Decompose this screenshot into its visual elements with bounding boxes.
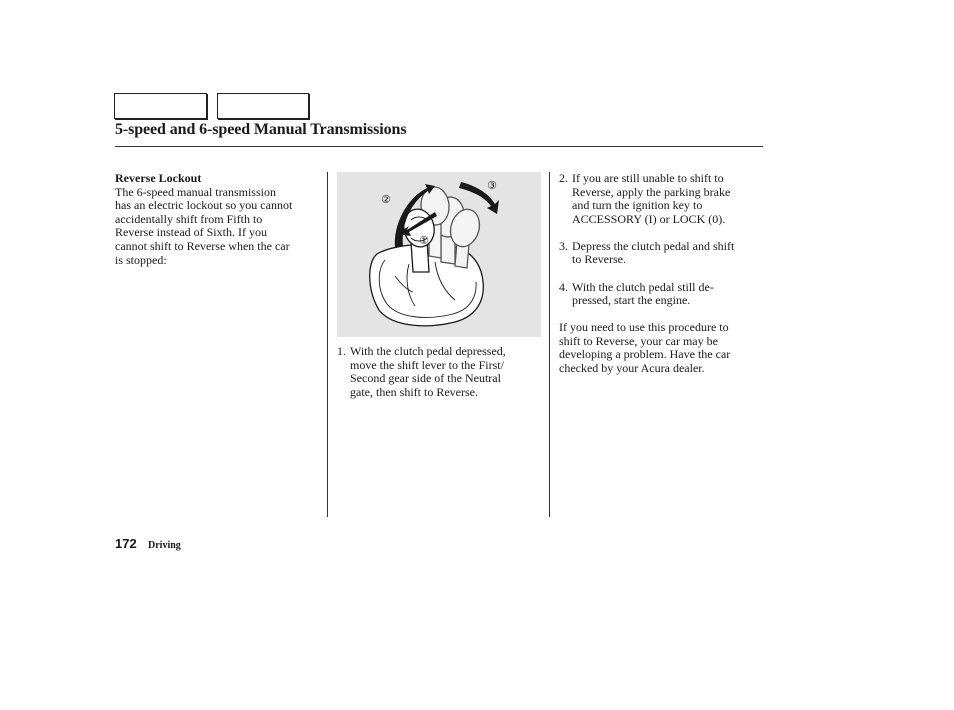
shift-lever-illustration — [337, 172, 541, 337]
section-tab-2[interactable] — [217, 93, 309, 119]
step-line: gate, then shift to Reverse. — [350, 384, 478, 399]
step-number: 1. — [337, 344, 346, 358]
shift-lever-drawing — [337, 172, 541, 337]
step-2 — [559, 172, 764, 226]
step-line: pressed, start the engine. — [572, 293, 691, 308]
intro-line: accidentally shift from Fifth to — [115, 211, 263, 226]
section-name: Driving — [148, 540, 181, 551]
step-line: move the shift lever to the First/ — [350, 357, 504, 372]
marker-1: ① — [419, 234, 429, 247]
column-divider — [549, 172, 550, 517]
reverse-lockout-column — [115, 172, 320, 267]
step-number: 2. — [559, 171, 568, 185]
step-4 — [559, 281, 764, 308]
step-number: 4. — [559, 279, 568, 294]
step-line: If you are still unable to shift to — [572, 171, 724, 185]
page-number: 172 — [115, 536, 137, 551]
step-1 — [337, 345, 542, 399]
column-divider — [327, 172, 328, 517]
page-title: 5-speed and 6-speed Manual Transmissions — [115, 121, 407, 138]
step-line: to Reverse. — [572, 252, 626, 267]
intro-line: cannot shift to Reverse when the car — [115, 238, 290, 253]
steps-column — [559, 172, 764, 376]
intro-line: Reverse instead of Sixth. If you — [115, 225, 267, 240]
title-rule — [115, 146, 763, 147]
step-1-column — [337, 345, 542, 399]
step-line: Depress the clutch pedal and shift — [572, 238, 735, 253]
step-line: ACCESSORY (I) or LOCK (0). — [572, 211, 726, 226]
dealer-note — [559, 321, 764, 375]
marker-2: ② — [381, 193, 391, 206]
reverse-lockout-heading: Reverse Lockout — [115, 171, 202, 185]
note-line: If you need to use this procedure to — [559, 320, 729, 335]
marker-3: ③ — [487, 179, 497, 192]
intro-line: The 6-speed manual transmission — [115, 184, 276, 199]
intro-line: has an electric lockout so you cannot — [115, 198, 293, 213]
note-line: developing a problem. Have the car — [559, 347, 731, 362]
step-line: Reverse, apply the parking brake — [572, 184, 731, 199]
step-line: and turn the ignition key to — [572, 198, 703, 213]
step-3 — [559, 240, 764, 267]
intro-line: is stopped: — [115, 252, 167, 267]
step-number: 3. — [559, 238, 568, 253]
step-line: With the clutch pedal depressed, — [350, 344, 506, 358]
note-line: shift to Reverse, your car may be — [559, 333, 718, 348]
step-line: Second gear side of the Neutral — [350, 371, 501, 386]
note-line: checked by your Acura dealer. — [559, 361, 705, 376]
step-line: With the clutch pedal still de- — [572, 279, 714, 294]
section-tab-1[interactable] — [114, 93, 207, 119]
